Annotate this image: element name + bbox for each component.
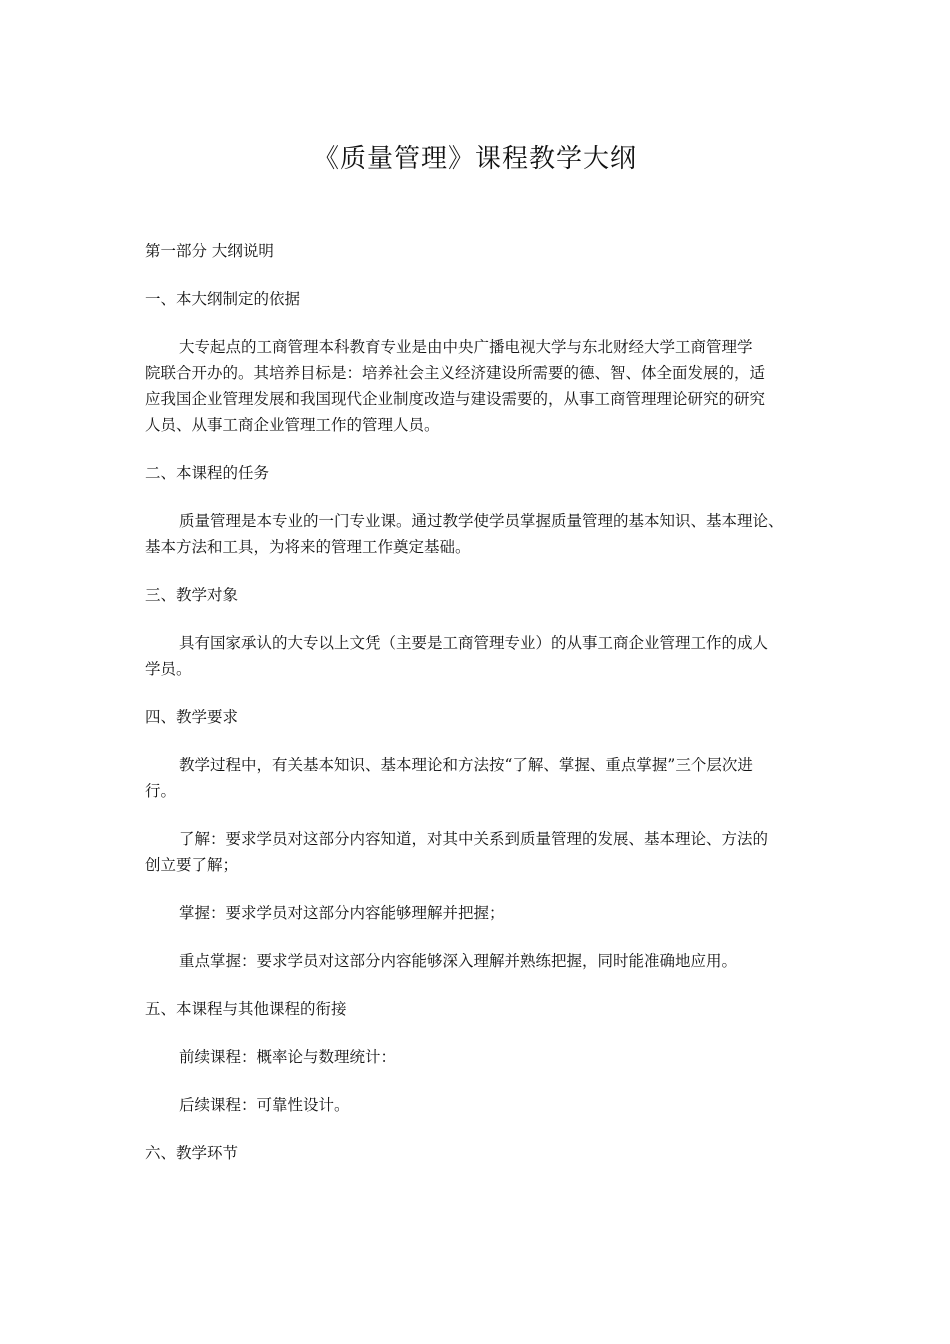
- paragraph-line: 掌握：要求学员对这部分内容能够理解并把握；: [179, 904, 505, 922]
- section-heading-teaching-stages: 六、教学环节: [145, 1144, 239, 1162]
- paragraph-line: 应我国企业管理发展和我国现代企业制度改造与建设需要的，从事工商管理理论研究的研究: [145, 390, 766, 408]
- section-heading-basis: 一、本大纲制定的依据: [145, 290, 301, 308]
- paragraph-line: 前续课程：概率论与数理统计：: [179, 1048, 397, 1066]
- paragraph-line: 学员。: [145, 660, 192, 678]
- paragraph-line: 基本方法和工具，为将来的管理工作奠定基础。: [145, 538, 471, 556]
- part-heading: 第一部分 大纲说明: [145, 242, 274, 260]
- section-paragraph: [145, 1044, 809, 1070]
- paragraph-line: 大专起点的工商管理本科教育专业是由中央广播电视大学与东北财经大学工商管理学: [179, 338, 753, 356]
- section-paragraph: [145, 508, 809, 560]
- paragraph-line: 人员、从事工商企业管理工作的管理人员。: [145, 416, 440, 434]
- section-paragraph: [145, 334, 809, 438]
- paragraph-line: 重点掌握：要求学员对这部分内容能够深入理解并熟练把握，同时能准确地应用。: [179, 952, 738, 970]
- section-heading-audience: 三、教学对象: [145, 586, 239, 604]
- paragraph-line: 行。: [145, 782, 177, 800]
- section-heading-course-links: 五、本课程与其他课程的衔接: [145, 1000, 347, 1018]
- document-body: [145, 238, 809, 1166]
- section-paragraph: [145, 826, 809, 878]
- paragraph-line: 教学过程中，有关基本知识、基本理论和方法按“了解、掌握、重点掌握”三个层次进: [179, 756, 753, 774]
- paragraph-line: 创立要了解；: [145, 856, 239, 874]
- paragraph-line: 后续课程：可靠性设计。: [179, 1096, 350, 1114]
- section-paragraph: [145, 752, 809, 804]
- document-title: 《质量管理》课程教学大纲: [312, 144, 637, 174]
- paragraph-line: 具有国家承认的大专以上文凭（主要是工商管理专业）的从事工商企业管理工作的成人: [179, 634, 769, 652]
- paragraph-line: 了解：要求学员对这部分内容知道，对其中关系到质量管理的发展、基本理论、方法的: [179, 830, 769, 848]
- section-paragraph: [145, 900, 809, 926]
- section-paragraph: [145, 1092, 809, 1118]
- paragraph-line: 院联合开办的。其培养目标是：培养社会主义经济建设所需要的德、智、体全面发展的，适: [145, 364, 766, 382]
- section-heading-task: 二、本课程的任务: [145, 464, 270, 482]
- section-heading-requirements: 四、教学要求: [145, 708, 239, 726]
- paragraph-line: 质量管理是本专业的一门专业课。通过教学使学员掌握质量管理的基本知识、基本理论、: [179, 512, 784, 530]
- section-paragraph: [145, 948, 809, 974]
- section-paragraph: [145, 630, 809, 682]
